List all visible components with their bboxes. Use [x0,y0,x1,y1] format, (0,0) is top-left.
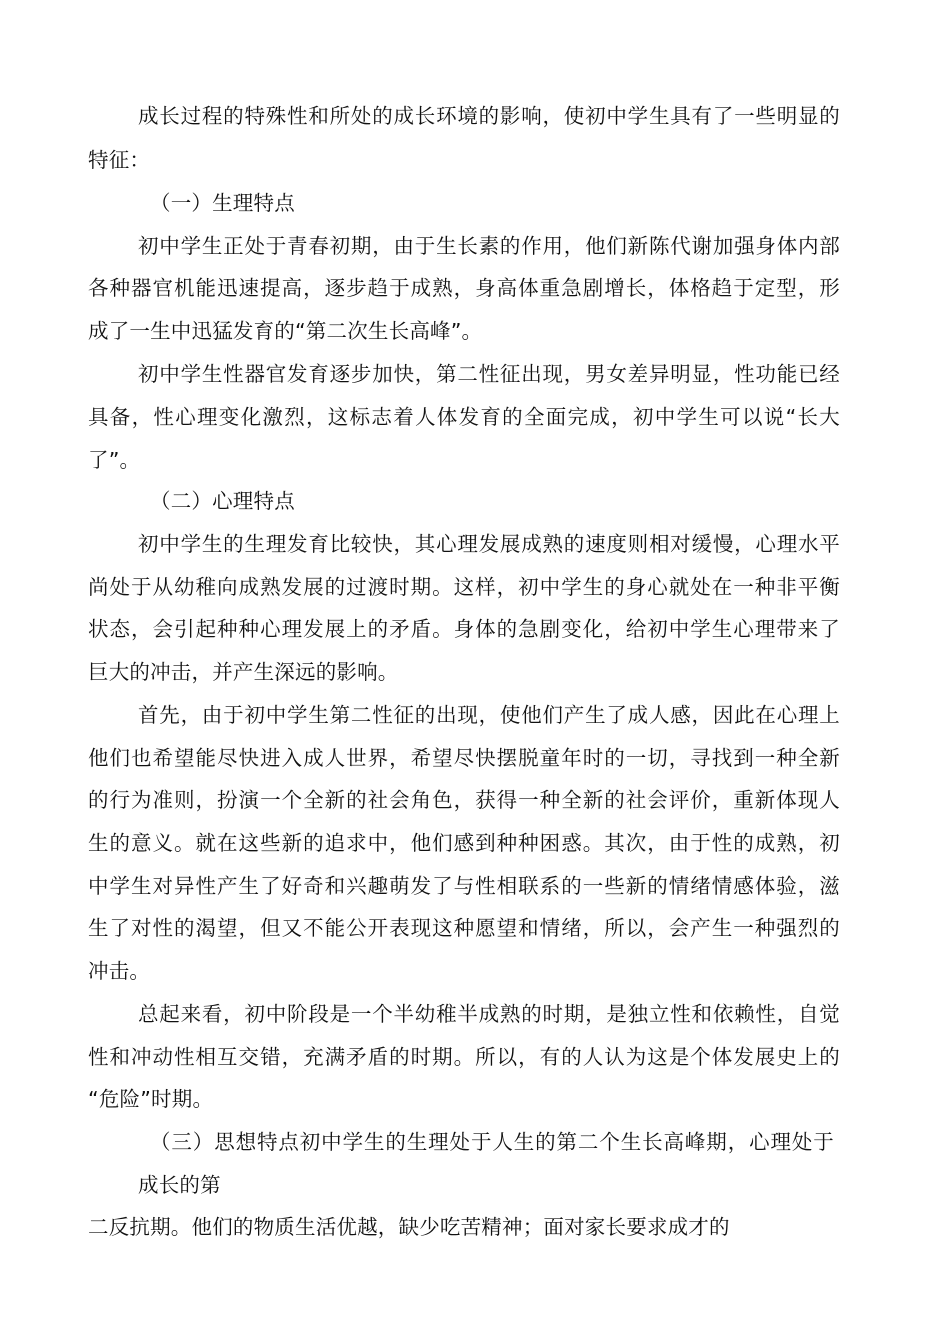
text-line: 中学生对异性产生了好奇和兴趣萌发了与性相联系的一些新的情绪情感体验，滋 [88,874,840,898]
text-line: 初中学生性器官发育逐步加快，第二性征出现，男女差异明显，性功能已经 [138,362,840,386]
text-line: 二反抗期。他们的物质生活优越，缺少吃苦精神；面对家长要求成才的 [88,1215,730,1239]
text-line: 他们也希望能尽快进入成人世界，希望尽快摆脱童年时的一切，寻找到一种全新 [88,746,840,770]
text-line: 生的意义。就在这些新的追求中，他们感到种种困惑。其次，由于性的成熟，初 [88,831,840,855]
text-line: 成了一生中迅猛发育的“第二次生长高峰”。 [88,319,483,343]
text-line: 了”。 [88,448,141,472]
text-line: 状态，会引起种种心理发展上的矛盾。身体的急剧变化，给初中学生心理带来了 [88,617,840,641]
text-line: 冲击。 [88,959,151,983]
section-heading: （一）生理特点 [150,191,295,215]
text-line: 各种器官机能迅速提高，逐步趋于成熟，身高体重急剧增长，体格趋于定型，形 [88,276,840,300]
text-line: 尚处于从幼稚向成熟发展的过渡时期。这样，初中学生的身心就处在一种非平衡 [88,575,840,599]
text-line: 初中学生的生理发育比较快，其心理发展成熟的速度则相对缓慢，心理水平 [138,532,840,556]
text-line: 成长的第 [138,1173,221,1197]
text-line: 生了对性的渴望，但又不能公开表现这种愿望和情绪，所以，会产生一种强烈的 [88,916,840,940]
text-line: 首先，由于初中学生第二性征的出现，使他们产生了成人感，因此在心理上 [138,703,840,727]
section-heading: （二）心理特点 [150,489,295,513]
text-line: 总起来看，初中阶段是一个半幼稚半成熟的时期，是独立性和依赖性，自觉 [138,1002,840,1026]
text-line: 性和冲动性相互交错，充满矛盾的时期。所以，有的人认为这是个体发展史上的 [88,1045,840,1069]
text-line: “危险”时期。 [88,1087,214,1111]
text-line: 成长过程的特殊性和所处的成长环境的影响，使初中学生具有了一些明显的 [138,104,840,128]
text-line: 的行为准则，扮演一个全新的社会角色，获得一种全新的社会评价，重新体现人 [88,788,840,812]
section-heading: （三）思想特点初中学生的生理处于人生的第二个生长高峰期，心理处于 [150,1130,834,1154]
text-line: 巨大的冲击，并产生深远的影响。 [88,660,399,684]
text-line: 特征： [88,148,151,172]
text-line: 初中学生正处于青春初期，由于生长素的作用，他们新陈代谢加强身体内部 [138,234,840,258]
text-line: 具备，性心理变化激烈，这标志着人体发育的全面完成，初中学生可以说“长大 [88,405,840,429]
